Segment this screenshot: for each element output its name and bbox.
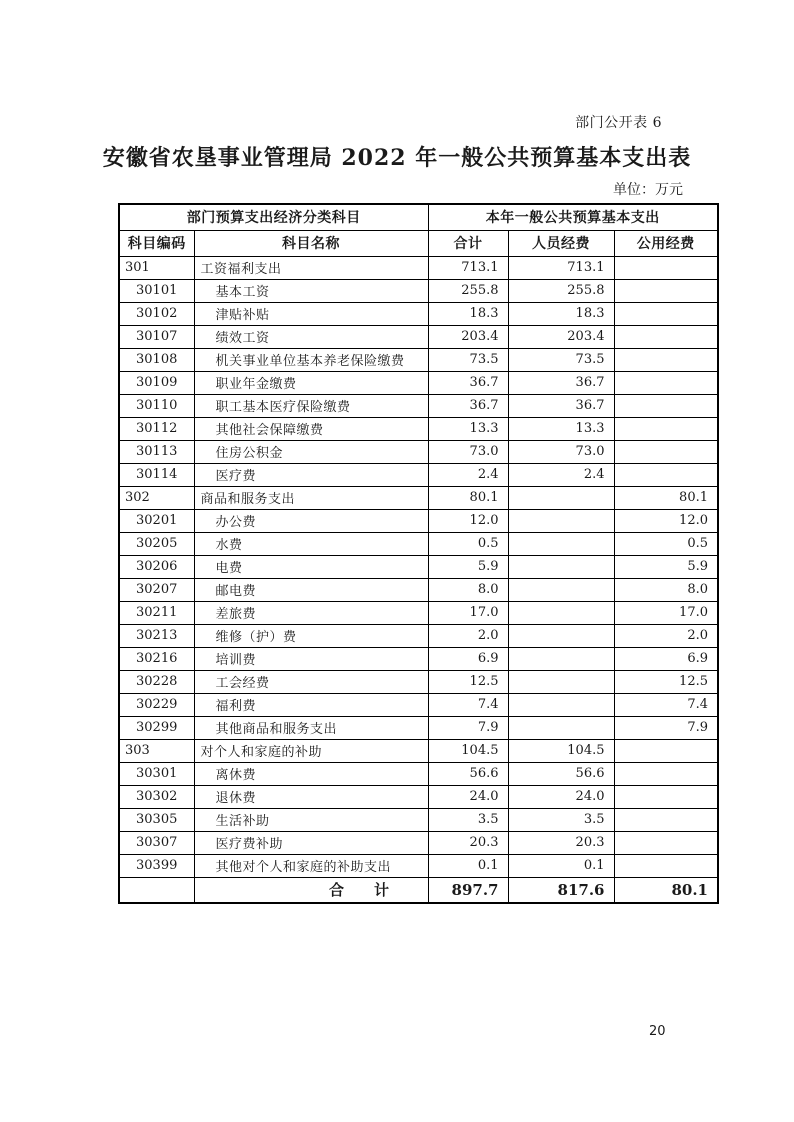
name-cell: 住房公积金 <box>194 440 428 463</box>
table-header <box>119 204 718 256</box>
header-columns-row <box>119 230 718 256</box>
total-cell: 73.5 <box>428 348 508 371</box>
name-cell: 生活补助 <box>194 808 428 831</box>
code-cell: 30211 <box>119 601 194 624</box>
public-cell: 7.9 <box>614 716 718 739</box>
personnel-cell <box>508 578 614 601</box>
total-cell: 2.4 <box>428 463 508 486</box>
personnel-cell: 104.5 <box>508 739 614 762</box>
code-cell: 30307 <box>119 831 194 854</box>
personnel-cell: 817.6 <box>508 877 614 903</box>
total-cell: 6.9 <box>428 647 508 670</box>
name-cell: 医疗费 <box>194 463 428 486</box>
column-header-personnel: 人员经费 <box>508 230 614 256</box>
public-cell <box>614 348 718 371</box>
name-cell: 对个人和家庭的补助 <box>194 739 428 762</box>
code-cell: 302 <box>119 486 194 509</box>
table-row <box>119 601 718 624</box>
code-cell: 30102 <box>119 302 194 325</box>
total-cell: 713.1 <box>428 256 508 279</box>
code-cell: 30302 <box>119 785 194 808</box>
name-cell: 职工基本医疗保险缴费 <box>194 394 428 417</box>
page-title: 安徽省农垦事业管理局 2022 年一般公共预算基本支出表 <box>102 145 692 171</box>
personnel-cell <box>508 670 614 693</box>
total-cell: 12.5 <box>428 670 508 693</box>
page-number: 20 <box>649 1024 666 1039</box>
table-row <box>119 555 718 578</box>
code-cell: 30301 <box>119 762 194 785</box>
total-cell: 3.5 <box>428 808 508 831</box>
public-cell <box>614 785 718 808</box>
total-cell: 36.7 <box>428 394 508 417</box>
name-cell: 其他社会保障缴费 <box>194 417 428 440</box>
total-cell: 36.7 <box>428 371 508 394</box>
public-cell: 12.0 <box>614 509 718 532</box>
name-cell: 其他对个人和家庭的补助支出 <box>194 854 428 877</box>
name-cell: 邮电费 <box>194 578 428 601</box>
table-row <box>119 647 718 670</box>
public-cell: 12.5 <box>614 670 718 693</box>
personnel-cell <box>508 693 614 716</box>
public-cell: 17.0 <box>614 601 718 624</box>
public-cell <box>614 417 718 440</box>
personnel-cell: 24.0 <box>508 785 614 808</box>
total-cell: 18.3 <box>428 302 508 325</box>
code-cell: 30305 <box>119 808 194 831</box>
personnel-cell: 20.3 <box>508 831 614 854</box>
code-cell: 30101 <box>119 279 194 302</box>
personnel-cell: 36.7 <box>508 371 614 394</box>
name-cell: 绩效工资 <box>194 325 428 348</box>
personnel-cell: 73.0 <box>508 440 614 463</box>
public-cell <box>614 808 718 831</box>
table-row <box>119 785 718 808</box>
column-header-total: 合计 <box>428 230 508 256</box>
code-cell: 301 <box>119 256 194 279</box>
public-cell: 5.9 <box>614 555 718 578</box>
personnel-cell: 18.3 <box>508 302 614 325</box>
code-cell: 30112 <box>119 417 194 440</box>
public-cell <box>614 854 718 877</box>
column-header-code: 科目编码 <box>119 230 194 256</box>
total-cell: 0.1 <box>428 854 508 877</box>
total-cell: 73.0 <box>428 440 508 463</box>
table-row <box>119 394 718 417</box>
table-row <box>119 739 718 762</box>
table-row <box>119 624 718 647</box>
public-cell <box>614 440 718 463</box>
personnel-cell <box>508 601 614 624</box>
code-cell: 30107 <box>119 325 194 348</box>
code-cell: 30299 <box>119 716 194 739</box>
code-cell: 30399 <box>119 854 194 877</box>
personnel-cell: 3.5 <box>508 808 614 831</box>
public-cell <box>614 325 718 348</box>
total-cell: 8.0 <box>428 578 508 601</box>
public-cell: 6.9 <box>614 647 718 670</box>
name-cell: 培训费 <box>194 647 428 670</box>
public-cell: 80.1 <box>614 486 718 509</box>
public-cell <box>614 831 718 854</box>
table-row <box>119 463 718 486</box>
total-cell: 203.4 <box>428 325 508 348</box>
total-cell: 24.0 <box>428 785 508 808</box>
total-cell: 12.0 <box>428 509 508 532</box>
name-cell: 机关事业单位基本养老保险缴费 <box>194 348 428 371</box>
personnel-cell: 2.4 <box>508 463 614 486</box>
personnel-cell <box>508 532 614 555</box>
table-row <box>119 762 718 785</box>
total-cell: 56.6 <box>428 762 508 785</box>
personnel-cell: 0.1 <box>508 854 614 877</box>
code-cell: 30110 <box>119 394 194 417</box>
total-cell: 0.5 <box>428 532 508 555</box>
table-row <box>119 808 718 831</box>
public-cell: 80.1 <box>614 877 718 903</box>
public-cell <box>614 463 718 486</box>
total-cell: 5.9 <box>428 555 508 578</box>
name-cell: 离休费 <box>194 762 428 785</box>
code-cell: 30113 <box>119 440 194 463</box>
header-group-row <box>119 204 718 230</box>
name-cell: 维修（护）费 <box>194 624 428 647</box>
code-cell: 30206 <box>119 555 194 578</box>
name-cell: 工会经费 <box>194 670 428 693</box>
name-cell: 福利费 <box>194 693 428 716</box>
total-cell: 897.7 <box>428 877 508 903</box>
total-cell: 2.0 <box>428 624 508 647</box>
table-row <box>119 440 718 463</box>
table-body <box>119 256 718 903</box>
personnel-cell: 56.6 <box>508 762 614 785</box>
table-row <box>119 854 718 877</box>
name-cell: 水费 <box>194 532 428 555</box>
table-row <box>119 302 718 325</box>
table-row <box>119 716 718 739</box>
table-row <box>119 371 718 394</box>
personnel-cell: 36.7 <box>508 394 614 417</box>
table-row <box>119 831 718 854</box>
table-row <box>119 509 718 532</box>
total-cell: 17.0 <box>428 601 508 624</box>
public-cell: 7.4 <box>614 693 718 716</box>
public-cell <box>614 279 718 302</box>
personnel-cell <box>508 509 614 532</box>
name-cell: 商品和服务支出 <box>194 486 428 509</box>
personnel-cell <box>508 624 614 647</box>
personnel-cell <box>508 555 614 578</box>
personnel-cell <box>508 486 614 509</box>
code-cell: 30228 <box>119 670 194 693</box>
name-cell: 基本工资 <box>194 279 428 302</box>
code-cell: 30108 <box>119 348 194 371</box>
code-cell: 30205 <box>119 532 194 555</box>
name-cell: 差旅费 <box>194 601 428 624</box>
total-cell: 20.3 <box>428 831 508 854</box>
total-cell: 80.1 <box>428 486 508 509</box>
column-header-public: 公用经费 <box>614 230 718 256</box>
header-group-left: 部门预算支出经济分类科目 <box>119 204 428 230</box>
name-cell: 职业年金缴费 <box>194 371 428 394</box>
public-cell <box>614 762 718 785</box>
table-row <box>119 693 718 716</box>
table-row <box>119 486 718 509</box>
public-cell <box>614 394 718 417</box>
code-cell: 30201 <box>119 509 194 532</box>
personnel-cell <box>508 716 614 739</box>
column-header-name: 科目名称 <box>194 230 428 256</box>
table-row <box>119 325 718 348</box>
table-row <box>119 256 718 279</box>
public-cell <box>614 302 718 325</box>
table-row <box>119 578 718 601</box>
personnel-cell <box>508 647 614 670</box>
table-row <box>119 279 718 302</box>
table-row <box>119 670 718 693</box>
code-cell: 30213 <box>119 624 194 647</box>
table-row <box>119 532 718 555</box>
code-cell <box>119 877 194 903</box>
budget-table <box>118 203 719 904</box>
header-group-right: 本年一般公共预算基本支出 <box>428 204 718 230</box>
personnel-cell: 255.8 <box>508 279 614 302</box>
code-cell: 30114 <box>119 463 194 486</box>
personnel-cell: 203.4 <box>508 325 614 348</box>
personnel-cell: 73.5 <box>508 348 614 371</box>
personnel-cell: 13.3 <box>508 417 614 440</box>
name-cell: 退休费 <box>194 785 428 808</box>
total-cell: 7.9 <box>428 716 508 739</box>
table-row <box>119 348 718 371</box>
code-cell: 303 <box>119 739 194 762</box>
name-cell: 工资福利支出 <box>194 256 428 279</box>
name-cell: 医疗费补助 <box>194 831 428 854</box>
doc-label: 部门公开表 6 <box>575 115 662 131</box>
public-cell: 0.5 <box>614 532 718 555</box>
code-cell: 30207 <box>119 578 194 601</box>
code-cell: 30109 <box>119 371 194 394</box>
name-cell: 合 计 <box>194 877 428 903</box>
name-cell: 办公费 <box>194 509 428 532</box>
name-cell: 津贴补贴 <box>194 302 428 325</box>
public-cell <box>614 256 718 279</box>
name-cell: 电费 <box>194 555 428 578</box>
code-cell: 30216 <box>119 647 194 670</box>
unit-label: 单位：万元 <box>613 182 683 198</box>
total-cell: 255.8 <box>428 279 508 302</box>
public-cell: 8.0 <box>614 578 718 601</box>
code-cell: 30229 <box>119 693 194 716</box>
total-cell: 7.4 <box>428 693 508 716</box>
name-cell: 其他商品和服务支出 <box>194 716 428 739</box>
table-row <box>119 417 718 440</box>
personnel-cell: 713.1 <box>508 256 614 279</box>
public-cell: 2.0 <box>614 624 718 647</box>
table-row <box>119 877 718 903</box>
total-cell: 104.5 <box>428 739 508 762</box>
total-cell: 13.3 <box>428 417 508 440</box>
public-cell <box>614 371 718 394</box>
public-cell <box>614 739 718 762</box>
